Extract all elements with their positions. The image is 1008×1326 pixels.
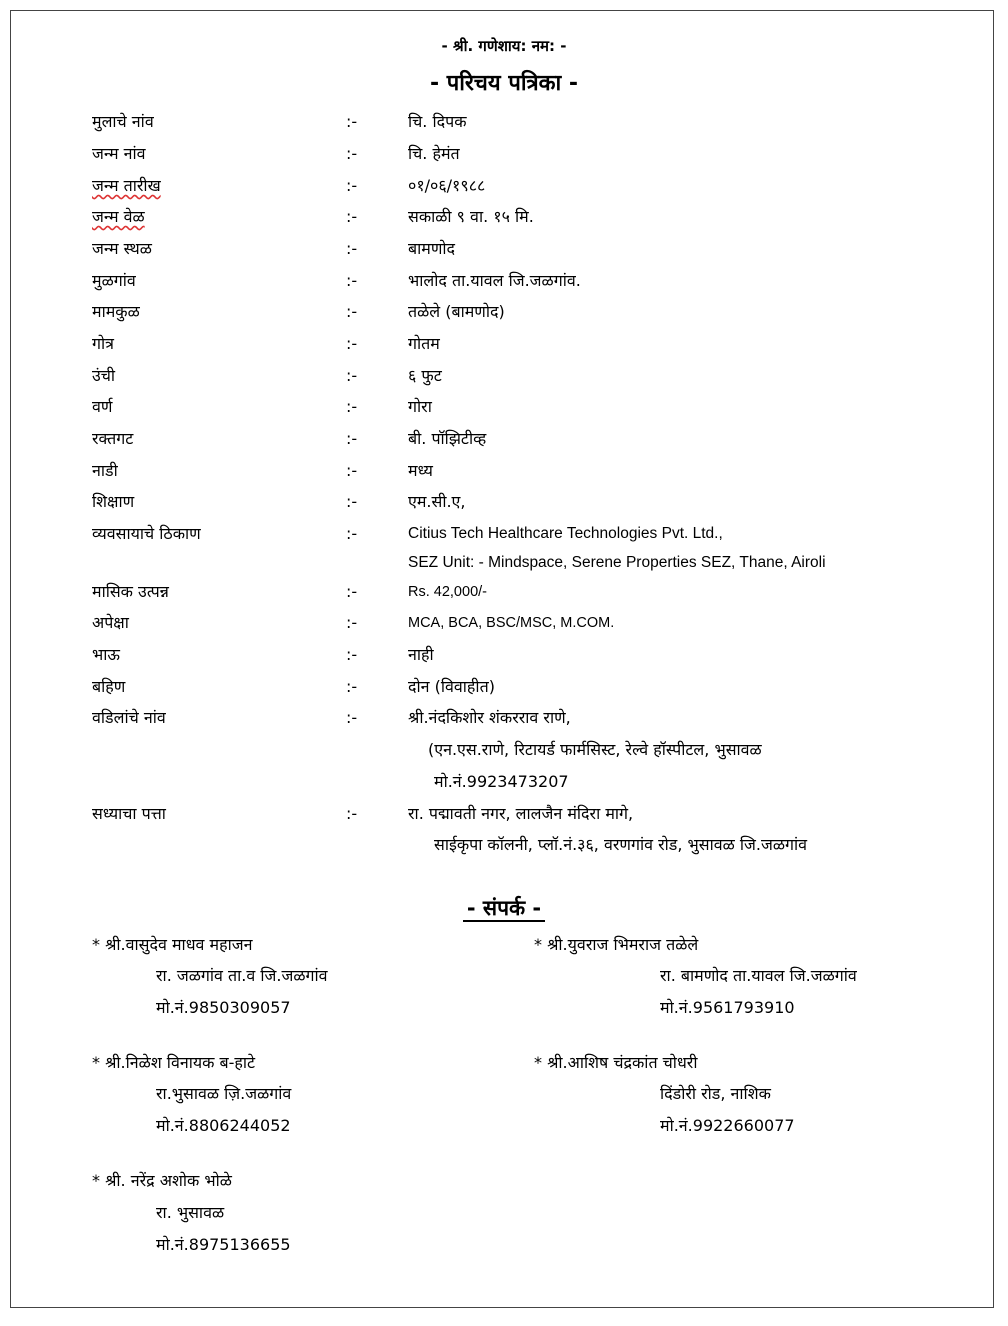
- document-title: - परिचय पत्रिका -: [429, 71, 579, 96]
- field-label-birth-place: जन्म स्थळ: [92, 239, 152, 258]
- field-value-birth-place: बामणोद: [408, 239, 456, 258]
- field-label-birth-name: जन्म नांव: [92, 144, 146, 163]
- field-value-father-occupation: (एन.एस.राणे, रिटायर्ड फार्मसिस्ट, रेल्वे हॉस्पीटल, भुसावळ: [428, 740, 762, 759]
- field-separator: :-: [346, 144, 358, 163]
- field-label-birth-date: जन्म तारीख: [92, 176, 161, 195]
- field-separator: :-: [346, 271, 358, 290]
- field-label-monthly-income: मासिक उत्पन्न: [92, 582, 169, 601]
- field-label-name: मुलाचे नांव: [92, 112, 154, 131]
- invocation-line: - श्री. गणेशाय: नम: -: [441, 37, 567, 55]
- field-separator: :-: [346, 645, 358, 664]
- field-value-workplace: Citius Tech Healthcare Technologies Pvt. Ltd.,: [408, 525, 723, 542]
- field-value-blood-group: बी. पॉझिटीव्ह: [408, 429, 487, 448]
- field-value-birth-date: ०१/०६/१९८८: [408, 176, 486, 195]
- contact-name: * श्री.वासुदेव माधव महाजन: [92, 935, 253, 954]
- contact-phone: मो.नं.9561793910: [660, 998, 795, 1017]
- field-label-current-address: सध्याचा पत्ता: [92, 804, 166, 823]
- field-separator: :-: [346, 461, 358, 480]
- field-value-maternal-family: तळेले (बामणोद): [408, 302, 505, 321]
- field-value-gotra: गोतम: [408, 334, 440, 353]
- field-separator: :-: [346, 582, 358, 601]
- field-label-brother: भाऊ: [92, 645, 120, 664]
- field-value-birth-name: चि. हेमंत: [408, 144, 460, 163]
- field-separator: :-: [346, 677, 358, 696]
- field-label-expectation: अपेक्षा: [92, 613, 129, 632]
- contact-phone: मो.नं.9850309057: [156, 998, 291, 1017]
- field-value-father-name: श्री.नंदकिशोर शंकरराव राणे,: [408, 708, 571, 727]
- field-label-nadi: नाडी: [92, 461, 118, 480]
- field-separator: :-: [346, 207, 358, 226]
- field-separator: :-: [346, 492, 358, 511]
- field-separator: :-: [346, 613, 358, 632]
- field-separator: :-: [346, 366, 358, 385]
- field-value-birth-time: सकाळी ९ वा. १५ मि.: [408, 207, 534, 226]
- field-separator: :-: [346, 524, 358, 543]
- field-separator: :-: [346, 334, 358, 353]
- field-value-expectation: MCA, BCA, BSC/MSC, M.COM.: [408, 615, 615, 631]
- field-separator: :-: [346, 176, 358, 195]
- field-label-education: शिक्षाण: [92, 492, 135, 511]
- field-separator: :-: [346, 804, 358, 823]
- contact-name: * श्री.निळेश विनायक ब-हाटे: [92, 1053, 256, 1072]
- field-value-current-address-line2: साईकृपा कॉलनी, प्लॉ.नं.३६, वरणगांव रोड, भुसावळ जि.जळगांव: [434, 835, 808, 854]
- field-value-father-phone: मो.नं.9923473207: [434, 772, 569, 791]
- field-separator: :-: [346, 397, 358, 416]
- field-label-workplace: व्यवसायाचे ठिकाण: [92, 524, 201, 543]
- field-label-birth-time: जन्म वेळ: [92, 207, 145, 226]
- contact-address: रा. जळगांव ता.व जि.जळगांव: [156, 966, 328, 985]
- field-value-complexion: गोरा: [408, 397, 432, 416]
- contact-name: * श्री.युवराज भिमराज तळेले: [534, 935, 699, 954]
- field-value-brother: नाही: [408, 645, 434, 664]
- field-separator: :-: [346, 239, 358, 258]
- page-border: [10, 10, 994, 1308]
- field-value-nadi: मध्य: [408, 461, 433, 480]
- contact-address: रा.भुसावळ ज़ि.जळगांव: [156, 1084, 292, 1103]
- field-value-education: एम.सी.ए,: [408, 492, 466, 511]
- field-separator: :-: [346, 302, 358, 321]
- field-separator: :-: [346, 112, 358, 131]
- field-label-maternal-family: मामकुळ: [92, 302, 140, 321]
- field-label-father-name: वडिलांचे नांव: [92, 708, 166, 727]
- field-label-blood-group: रक्तगट: [92, 429, 134, 448]
- contacts-title: - संपर्क -: [0, 894, 1008, 922]
- field-value-monthly-income: Rs. 42,000/-: [408, 584, 487, 600]
- field-value-name: चि. दिपक: [408, 112, 467, 131]
- contact-name: * श्री.आशिष चंद्रकांत चोधरी: [534, 1053, 698, 1072]
- contact-phone: मो.नं.9922660077: [660, 1116, 795, 1135]
- field-value-sister: दोन (विवाहीत): [408, 677, 495, 696]
- field-value-height: ६ फुट: [408, 366, 442, 385]
- contact-address: रा. बामणोद ता.यावल जि.जळगांव: [660, 966, 857, 985]
- field-value-current-address: रा. पद्मावती नगर, लालजैन मंदिरा मागे,: [408, 804, 634, 823]
- field-label-complexion: वर्ण: [92, 397, 113, 416]
- field-label-height: उंची: [92, 366, 116, 385]
- contact-address: दिंडोरी रोड, नाशिक: [660, 1084, 771, 1103]
- field-label-gotra: गोत्र: [92, 334, 114, 353]
- field-value-native-place: भालोद ता.यावल जि.जळगांव.: [408, 271, 581, 290]
- contact-address: रा. भुसावळ: [156, 1203, 225, 1222]
- contact-phone: मो.नं.8975136655: [156, 1235, 291, 1254]
- contact-name: * श्री. नरेंद्र अशोक भोळे: [92, 1171, 232, 1190]
- field-value-workplace-line2: SEZ Unit: - Mindspace, Serene Properties SEZ, Thane, Airoli: [408, 554, 826, 571]
- field-label-sister: बहिण: [92, 677, 126, 696]
- field-separator: :-: [346, 708, 358, 727]
- field-label-native-place: मुळगांव: [92, 271, 136, 290]
- field-separator: :-: [346, 429, 358, 448]
- contact-phone: मो.नं.8806244052: [156, 1116, 291, 1135]
